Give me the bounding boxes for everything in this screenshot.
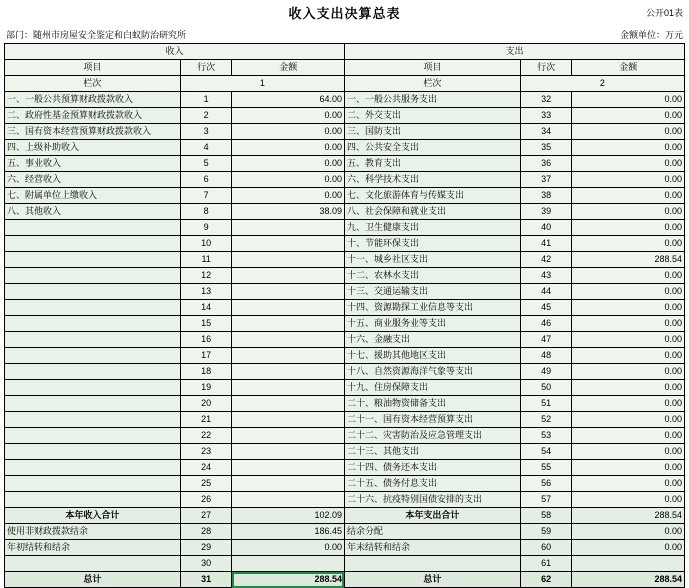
income-amount-value[interactable] bbox=[232, 476, 345, 492]
page-title: 收入支出决算总表 bbox=[288, 6, 401, 21]
income-line-number: 13 bbox=[180, 284, 232, 300]
expense-line-number: 41 bbox=[520, 236, 572, 252]
expense-item-label[interactable]: 十九、住房保障支出 bbox=[344, 380, 520, 396]
table-row bbox=[5, 236, 685, 252]
grand-total-expense-amount[interactable]: 288.54 bbox=[572, 572, 685, 588]
income-item-label[interactable]: 二、政府性基金预算财政拨款收入 bbox=[5, 108, 181, 124]
summary-expense-amount[interactable] bbox=[572, 556, 685, 572]
income-amount-value[interactable] bbox=[232, 284, 345, 300]
income-item-label[interactable] bbox=[5, 380, 181, 396]
summary-income-amount[interactable]: 186.45 bbox=[232, 524, 345, 540]
income-line-number: 4 bbox=[180, 140, 232, 156]
expense-line-number: 51 bbox=[520, 396, 572, 412]
subheader-lanci-expense: 栏次 bbox=[344, 76, 520, 92]
income-line-number: 26 bbox=[180, 492, 232, 508]
expense-item-label[interactable]: 十四、资源勘探工业信息等支出 bbox=[344, 300, 520, 316]
income-line-number: 2 bbox=[180, 108, 232, 124]
table-summary-row bbox=[5, 540, 685, 556]
income-line-number: 12 bbox=[180, 268, 232, 284]
column-header-item-income: 项目 bbox=[5, 60, 181, 76]
table-column-header-row bbox=[5, 60, 685, 76]
summary-income-line: 30 bbox=[180, 556, 232, 572]
summary-income-amount[interactable] bbox=[232, 556, 345, 572]
table-row bbox=[5, 380, 685, 396]
form-code-label: 公开01表 bbox=[645, 8, 683, 18]
income-amount-value[interactable] bbox=[232, 460, 345, 476]
expense-amount-value[interactable]: 0.00 bbox=[572, 108, 685, 124]
income-line-number: 5 bbox=[180, 156, 232, 172]
income-amount-value[interactable] bbox=[232, 236, 345, 252]
income-item-label[interactable] bbox=[5, 236, 181, 252]
expense-line-number: 54 bbox=[520, 444, 572, 460]
expense-item-label[interactable]: 十一、城乡社区支出 bbox=[344, 252, 520, 268]
income-line-number: 14 bbox=[180, 300, 232, 316]
income-item-label[interactable]: 四、上级补助收入 bbox=[5, 140, 181, 156]
amount-unit-label: 金额单位：万元 bbox=[619, 30, 683, 40]
income-amount-value[interactable] bbox=[232, 412, 345, 428]
expense-line-number: 46 bbox=[520, 316, 572, 332]
summary-expense-line: 59 bbox=[520, 524, 572, 540]
income-line-number: 19 bbox=[180, 380, 232, 396]
income-line-number: 23 bbox=[180, 444, 232, 460]
income-item-label[interactable] bbox=[5, 428, 181, 444]
income-item-label[interactable] bbox=[5, 396, 181, 412]
summary-expense-amount[interactable]: 0.00 bbox=[572, 524, 685, 540]
expense-amount-value[interactable]: 288.54 bbox=[572, 252, 685, 268]
expense-line-number: 45 bbox=[520, 300, 572, 316]
income-line-number: 18 bbox=[180, 364, 232, 380]
expense-amount-value[interactable]: 0.00 bbox=[572, 220, 685, 236]
income-item-label[interactable] bbox=[5, 268, 181, 284]
income-item-label[interactable]: 三、国有资本经营预算财政拨款收入 bbox=[5, 124, 181, 140]
income-line-number: 3 bbox=[180, 124, 232, 140]
income-item-label[interactable] bbox=[5, 300, 181, 316]
expense-amount-value[interactable]: 0.00 bbox=[572, 300, 685, 316]
expense-amount-value[interactable]: 0.00 bbox=[572, 332, 685, 348]
expense-amount-value[interactable]: 0.00 bbox=[572, 380, 685, 396]
expense-item-label[interactable]: 二十五、债务付息支出 bbox=[344, 476, 520, 492]
income-amount-value[interactable]: 0.00 bbox=[232, 108, 345, 124]
summary-expense-amount[interactable]: 288.54 bbox=[572, 508, 685, 524]
income-item-label[interactable] bbox=[5, 444, 181, 460]
expense-line-number: 48 bbox=[520, 348, 572, 364]
income-item-label[interactable]: 一、一般公共预算财政拨款收入 bbox=[5, 92, 181, 108]
table-row bbox=[5, 156, 685, 172]
summary-income-label[interactable]: 年初结转和结余 bbox=[5, 540, 181, 556]
subheader bbox=[0, 24, 689, 43]
expense-amount-value[interactable]: 0.00 bbox=[572, 156, 685, 172]
income-item-label[interactable]: 六、经营收入 bbox=[5, 172, 181, 188]
expense-amount-value[interactable]: 0.00 bbox=[572, 316, 685, 332]
expense-line-number: 57 bbox=[520, 492, 572, 508]
summary-expense-line: 58 bbox=[520, 508, 572, 524]
summary-expense-label[interactable]: 本年支出合计 bbox=[344, 508, 520, 524]
expense-line-number: 34 bbox=[520, 124, 572, 140]
summary-income-label[interactable] bbox=[5, 556, 181, 572]
income-item-label[interactable]: 五、事业收入 bbox=[5, 156, 181, 172]
summary-income-label[interactable]: 使用非财政拨款结余 bbox=[5, 524, 181, 540]
table-row bbox=[5, 316, 685, 332]
table-row bbox=[5, 92, 685, 108]
income-amount-value[interactable] bbox=[232, 268, 345, 284]
income-item-label[interactable] bbox=[5, 252, 181, 268]
subheader-colno-income: 1 bbox=[180, 76, 344, 92]
table-row bbox=[5, 396, 685, 412]
table-row bbox=[5, 460, 685, 476]
income-item-label[interactable] bbox=[5, 412, 181, 428]
expense-item-label[interactable]: 二十、粮油物资储备支出 bbox=[344, 396, 520, 412]
income-line-number: 9 bbox=[180, 220, 232, 236]
income-amount-value[interactable]: 0.00 bbox=[232, 140, 345, 156]
expense-amount-value[interactable]: 0.00 bbox=[572, 364, 685, 380]
expense-line-number: 38 bbox=[520, 188, 572, 204]
table-summary-row bbox=[5, 524, 685, 540]
expense-amount-value[interactable]: 0.00 bbox=[572, 460, 685, 476]
table-row bbox=[5, 364, 685, 380]
expense-line-number: 36 bbox=[520, 156, 572, 172]
income-amount-value[interactable]: 64.00 bbox=[232, 92, 345, 108]
income-amount-value[interactable] bbox=[232, 380, 345, 396]
expense-item-label[interactable]: 二十三、其他支出 bbox=[344, 444, 520, 460]
income-amount-value[interactable] bbox=[232, 252, 345, 268]
income-amount-value[interactable]: 0.00 bbox=[232, 172, 345, 188]
group-header-income: 收入 bbox=[5, 44, 345, 60]
expense-amount-value[interactable]: 0.00 bbox=[572, 412, 685, 428]
income-line-number: 1 bbox=[180, 92, 232, 108]
table-row bbox=[5, 492, 685, 508]
expense-amount-value[interactable]: 0.00 bbox=[572, 140, 685, 156]
income-amount-value[interactable]: 0.00 bbox=[232, 188, 345, 204]
expense-item-label[interactable]: 八、社会保障和就业支出 bbox=[344, 204, 520, 220]
expense-item-label[interactable]: 七、文化旅游体育与传媒支出 bbox=[344, 188, 520, 204]
expense-item-label[interactable]: 二十一、国有资本经营预算支出 bbox=[344, 412, 520, 428]
income-amount-value[interactable] bbox=[232, 300, 345, 316]
table-row bbox=[5, 332, 685, 348]
expense-line-number: 47 bbox=[520, 332, 572, 348]
summary-expense-line: 61 bbox=[520, 556, 572, 572]
expense-item-label[interactable]: 五、教育支出 bbox=[344, 156, 520, 172]
income-line-number: 6 bbox=[180, 172, 232, 188]
income-amount-value[interactable] bbox=[232, 492, 345, 508]
expense-item-label[interactable]: 十五、商业服务业等支出 bbox=[344, 316, 520, 332]
title-area bbox=[0, 0, 689, 24]
expense-line-number: 50 bbox=[520, 380, 572, 396]
table-row bbox=[5, 204, 685, 220]
income-amount-value[interactable] bbox=[232, 364, 345, 380]
summary-expense-label[interactable]: 年末结转和结余 bbox=[344, 540, 520, 556]
expense-item-label[interactable]: 十三、交通运输支出 bbox=[344, 284, 520, 300]
department-name: 随州市房屋安全鉴定和白蚁防治研究所 bbox=[33, 30, 187, 40]
expense-item-label[interactable]: 四、公共安全支出 bbox=[344, 140, 520, 156]
income-item-label[interactable] bbox=[5, 316, 181, 332]
table-subheader-row bbox=[5, 76, 685, 92]
expense-item-label[interactable]: 二十六、抗疫特别国债安排的支出 bbox=[344, 492, 520, 508]
income-amount-value[interactable] bbox=[232, 444, 345, 460]
expense-line-number: 40 bbox=[520, 220, 572, 236]
expense-line-number: 42 bbox=[520, 252, 572, 268]
summary-income-line: 29 bbox=[180, 540, 232, 556]
column-header-amount-income: 金额 bbox=[232, 60, 345, 76]
income-line-number: 16 bbox=[180, 332, 232, 348]
expense-item-label[interactable]: 六、科学技术支出 bbox=[344, 172, 520, 188]
income-amount-value[interactable]: 38.09 bbox=[232, 204, 345, 220]
expense-item-label[interactable]: 二、外交支出 bbox=[344, 108, 520, 124]
grand-total-income-line: 31 bbox=[180, 572, 232, 588]
expense-amount-value[interactable]: 0.00 bbox=[572, 396, 685, 412]
table-row bbox=[5, 124, 685, 140]
summary-income-line: 28 bbox=[180, 524, 232, 540]
expense-line-number: 39 bbox=[520, 204, 572, 220]
grand-total-expense-line: 62 bbox=[520, 572, 572, 588]
expense-amount-value[interactable]: 0.00 bbox=[572, 476, 685, 492]
expense-item-label[interactable]: 九、卫生健康支出 bbox=[344, 220, 520, 236]
summary-income-amount[interactable]: 0.00 bbox=[232, 540, 345, 556]
table-row bbox=[5, 220, 685, 236]
table-row bbox=[5, 172, 685, 188]
income-item-label[interactable] bbox=[5, 476, 181, 492]
expense-item-label[interactable]: 二十二、灾害防治及应急管理支出 bbox=[344, 428, 520, 444]
summary-expense-label[interactable] bbox=[344, 556, 520, 572]
table-row bbox=[5, 140, 685, 156]
column-header-item-expense: 项目 bbox=[344, 60, 520, 76]
column-header-amount-expense: 金额 bbox=[572, 60, 685, 76]
expense-amount-value[interactable]: 0.00 bbox=[572, 268, 685, 284]
subheader-lanci-income: 栏次 bbox=[5, 76, 181, 92]
income-line-number: 10 bbox=[180, 236, 232, 252]
income-item-label[interactable] bbox=[5, 348, 181, 364]
income-amount-value[interactable] bbox=[232, 220, 345, 236]
income-amount-value[interactable]: 0.00 bbox=[232, 156, 345, 172]
income-item-label[interactable] bbox=[5, 284, 181, 300]
income-line-number: 24 bbox=[180, 460, 232, 476]
expense-item-label[interactable]: 十六、金融支出 bbox=[344, 332, 520, 348]
income-line-number: 15 bbox=[180, 316, 232, 332]
table-row bbox=[5, 348, 685, 364]
income-line-number: 7 bbox=[180, 188, 232, 204]
income-line-number: 17 bbox=[180, 348, 232, 364]
expense-item-label[interactable]: 十八、自然资源海洋气象等支出 bbox=[344, 364, 520, 380]
income-item-label[interactable] bbox=[5, 332, 181, 348]
summary-income-line: 27 bbox=[180, 508, 232, 524]
department-label: 部门： bbox=[6, 30, 34, 40]
summary-expense-line: 60 bbox=[520, 540, 572, 556]
income-item-label[interactable] bbox=[5, 220, 181, 236]
table-row bbox=[5, 268, 685, 284]
table-row bbox=[5, 428, 685, 444]
income-amount-value[interactable] bbox=[232, 316, 345, 332]
expense-line-number: 53 bbox=[520, 428, 572, 444]
department-line bbox=[6, 28, 186, 41]
expense-line-number: 43 bbox=[520, 268, 572, 284]
expense-item-label[interactable]: 三、国防支出 bbox=[344, 124, 520, 140]
expense-amount-value[interactable]: 0.00 bbox=[572, 428, 685, 444]
income-item-label[interactable]: 七、附属单位上缴收入 bbox=[5, 188, 181, 204]
grand-total-expense-label: 总计 bbox=[344, 572, 520, 588]
summary-expense-amount[interactable]: 0.00 bbox=[572, 540, 685, 556]
column-header-line-income: 行次 bbox=[180, 60, 232, 76]
table-row bbox=[5, 476, 685, 492]
expense-amount-value[interactable]: 0.00 bbox=[572, 172, 685, 188]
income-item-label[interactable] bbox=[5, 492, 181, 508]
expense-item-label[interactable]: 十二、农林水支出 bbox=[344, 268, 520, 284]
expense-amount-value[interactable]: 0.00 bbox=[572, 236, 685, 252]
group-header-expense: 支出 bbox=[344, 44, 684, 60]
income-item-label[interactable] bbox=[5, 364, 181, 380]
income-line-number: 8 bbox=[180, 204, 232, 220]
income-line-number: 21 bbox=[180, 412, 232, 428]
expense-line-number: 52 bbox=[520, 412, 572, 428]
grand-total-income-label: 总计 bbox=[5, 572, 181, 588]
expense-amount-value[interactable]: 0.00 bbox=[572, 124, 685, 140]
income-line-number: 20 bbox=[180, 396, 232, 412]
expense-item-label[interactable]: 一、一般公共服务支出 bbox=[344, 92, 520, 108]
expense-line-number: 49 bbox=[520, 364, 572, 380]
expense-amount-value[interactable]: 0.00 bbox=[572, 348, 685, 364]
subheader-colno-expense: 2 bbox=[520, 76, 684, 92]
income-item-label[interactable] bbox=[5, 460, 181, 476]
income-amount-value[interactable] bbox=[232, 332, 345, 348]
income-amount-value[interactable] bbox=[232, 348, 345, 364]
expense-line-number: 44 bbox=[520, 284, 572, 300]
income-item-label[interactable]: 八、其他收入 bbox=[5, 204, 181, 220]
income-amount-value[interactable] bbox=[232, 396, 345, 412]
table-row bbox=[5, 300, 685, 316]
table-row bbox=[5, 444, 685, 460]
grand-total-income-amount[interactable]: 288.54 bbox=[232, 572, 345, 588]
table-group-header-row bbox=[5, 44, 685, 60]
expense-line-number: 37 bbox=[520, 172, 572, 188]
summary-expense-label[interactable]: 结余分配 bbox=[344, 524, 520, 540]
income-amount-value[interactable] bbox=[232, 428, 345, 444]
table-grand-total-row bbox=[5, 572, 685, 588]
expense-line-number: 35 bbox=[520, 140, 572, 156]
expense-line-number: 33 bbox=[520, 108, 572, 124]
expense-item-label[interactable]: 十七、援助其他地区支出 bbox=[344, 348, 520, 364]
expense-item-label[interactable]: 二十四、债务还本支出 bbox=[344, 460, 520, 476]
table-row bbox=[5, 188, 685, 204]
income-line-number: 25 bbox=[180, 476, 232, 492]
table-body bbox=[5, 44, 685, 588]
expense-amount-value[interactable]: 0.00 bbox=[572, 92, 685, 108]
income-line-number: 11 bbox=[180, 252, 232, 268]
budget-table bbox=[4, 43, 685, 588]
income-line-number: 22 bbox=[180, 428, 232, 444]
expense-item-label[interactable]: 十、节能环保支出 bbox=[344, 236, 520, 252]
table-row bbox=[5, 108, 685, 124]
expense-amount-value[interactable]: 0.00 bbox=[572, 492, 685, 508]
column-header-line-expense: 行次 bbox=[520, 60, 572, 76]
summary-income-label[interactable]: 本年收入合计 bbox=[5, 508, 181, 524]
table-summary-row bbox=[5, 508, 685, 524]
expense-line-number: 55 bbox=[520, 460, 572, 476]
expense-amount-value[interactable]: 0.00 bbox=[572, 188, 685, 204]
table-row bbox=[5, 284, 685, 300]
table-row bbox=[5, 252, 685, 268]
table-row bbox=[5, 412, 685, 428]
expense-amount-value[interactable]: 0.00 bbox=[572, 444, 685, 460]
expense-amount-value[interactable]: 0.00 bbox=[572, 204, 685, 220]
table-summary-row bbox=[5, 556, 685, 572]
expense-amount-value[interactable]: 0.00 bbox=[572, 284, 685, 300]
expense-line-number: 32 bbox=[520, 92, 572, 108]
expense-line-number: 56 bbox=[520, 476, 572, 492]
summary-income-amount[interactable]: 102.09 bbox=[232, 508, 345, 524]
income-amount-value[interactable]: 0.00 bbox=[232, 124, 345, 140]
